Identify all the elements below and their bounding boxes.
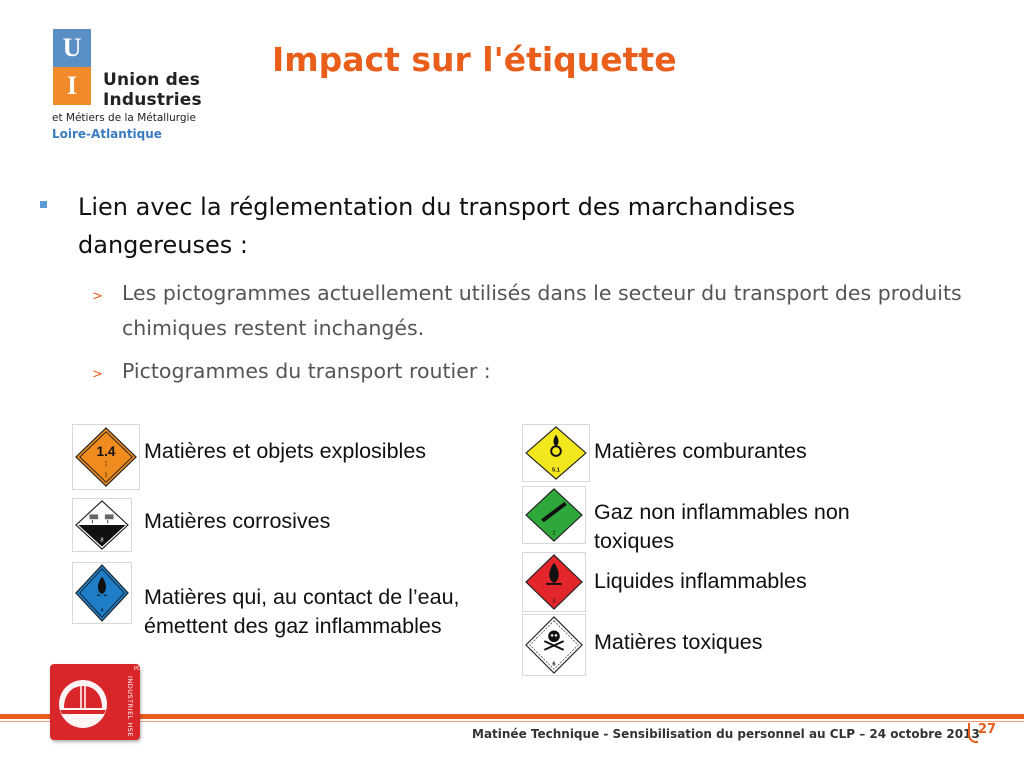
pictogram-label: Matières et objets explosibles (144, 439, 427, 463)
water-reactive-4-icon (72, 562, 132, 624)
toxic-6-icon (522, 614, 586, 676)
class-number: 4 (100, 607, 104, 614)
non-flammable-gas-2-icon (522, 486, 586, 544)
class-number: 2 (552, 530, 556, 537)
explosive-number: 1.4 (96, 444, 116, 460)
hse-badge-side-text: INDUSTRIEL HSE (126, 676, 134, 737)
logo-letter-i: I (53, 67, 91, 105)
pictogram-label: Matières qui, au contact de l’eau, émettent des gaz inflammables (144, 585, 460, 638)
class-number: 3 (552, 598, 556, 605)
arrow-bullet-icon: > (92, 289, 103, 304)
logo-text-line3: et Métiers de la Métallurgie (52, 112, 196, 124)
class-number: 8 (100, 537, 104, 544)
bullet-main-text: Lien avec la réglementation du transport des marchandises dangereuses : (78, 193, 796, 259)
footer-divider-thin (0, 721, 1024, 722)
logo-letter-u: U (53, 29, 91, 67)
class-number: 6 (552, 661, 556, 668)
class-number: 5.1 (551, 467, 561, 474)
svg-text::: : (104, 458, 108, 468)
slide-title: Impact sur l'étiquette (272, 40, 677, 79)
corrosive-8-icon (72, 498, 132, 552)
pictogram-label: Matières corrosives (144, 509, 331, 533)
sub-bullet-text: Pictogrammes du transport routier : (122, 359, 491, 383)
explosive-1-4-icon (72, 424, 140, 490)
flammable-liquid-3-icon (522, 552, 586, 612)
pictogram-label: Matières comburantes (594, 439, 807, 463)
footer-text: Matinée Technique - Sensibilisation du personnel au CLP – 24 octobre 2013 (472, 727, 980, 741)
page-number-bracket (968, 723, 978, 743)
pictogram-label: Liquides inflammables (594, 569, 807, 593)
arrow-bullet-icon: > (92, 367, 103, 382)
logo-text-line4: Loire-Atlantique (52, 127, 162, 141)
bullet-square-icon (40, 201, 47, 208)
page-number: 27 (978, 722, 997, 737)
pictogram-label: Matières toxiques (594, 630, 763, 654)
sub-bullet-text: Les pictogrammes actuellement utilisés dans le secteur du transport des produits chimiques restent inchangés. (122, 281, 962, 340)
logo-text-line1: Union des (103, 70, 201, 90)
footer-divider (0, 714, 1024, 719)
logo-text-line2: Industries (103, 90, 202, 110)
pictogram-label: Gaz non inflammables non toxiques (594, 500, 850, 553)
hse-badge (50, 664, 147, 740)
class-number: 1 (104, 472, 108, 479)
oxidizer-5-1-icon (522, 424, 590, 482)
hse-badge-top-text: PÔLE (134, 666, 147, 672)
